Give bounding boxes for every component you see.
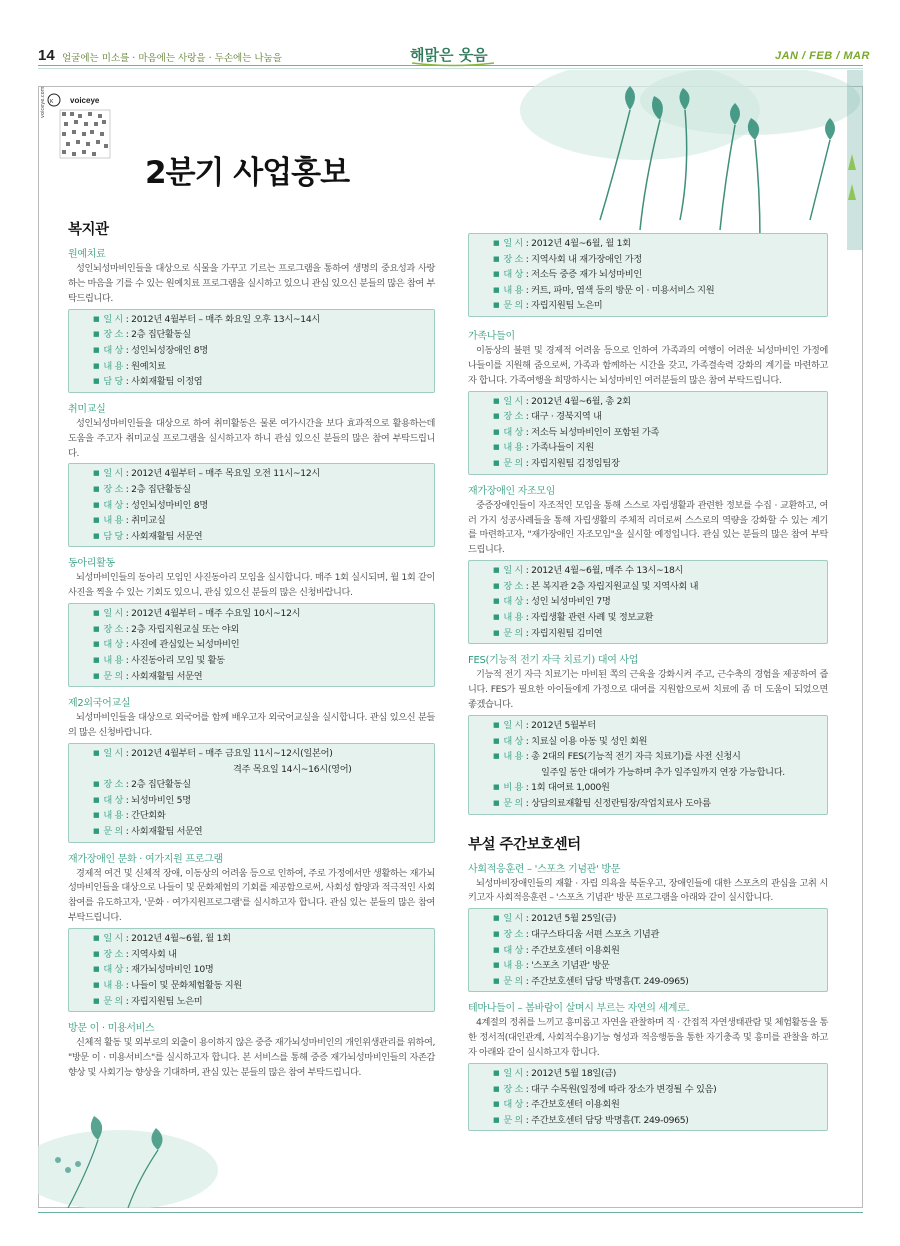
info-row: ■ 장 소 : 2층 자립지원교실 또는 야외 bbox=[93, 623, 239, 635]
info-row: ■ 문 의 : 자립지원팀 김미연 bbox=[493, 627, 603, 639]
square-bullet-icon: ■ bbox=[93, 609, 100, 618]
square-bullet-icon: ■ bbox=[93, 469, 100, 478]
program-info-box bbox=[68, 463, 435, 547]
program-title: 재가장애인 자조모임 bbox=[468, 485, 556, 497]
info-row: ■ 문 의 : 사회재활팀 서문연 bbox=[93, 825, 203, 837]
square-bullet-icon: ■ bbox=[493, 720, 500, 729]
program-title: 방문 이 · 미용서비스 bbox=[68, 1023, 155, 1035]
info-value: 저소득 중증 재가 뇌성마비인 bbox=[531, 269, 642, 281]
daycare-section bbox=[468, 833, 828, 1132]
info-row: ■ 장 소 : 2층 집단활동실 bbox=[93, 329, 191, 341]
square-bullet-icon: ■ bbox=[493, 254, 500, 263]
info-row: ■ 일 시 : 2012년 4월부터 – 매주 목요일 오전 11시~12시 bbox=[93, 468, 320, 480]
info-row: ■ 문 의 : 자립지원팀 김정임팀장 bbox=[493, 458, 620, 470]
info-value: 치료실 이용 아동 및 성인 회원 bbox=[531, 735, 648, 747]
info-key: 장 소 bbox=[503, 411, 524, 423]
square-bullet-icon: ■ bbox=[493, 1069, 500, 1078]
info-row: ■ 일 시 : 2012년 4월~6월, 총 2회 bbox=[493, 395, 631, 407]
info-value: 2층 자립지원교실 또는 야외 bbox=[131, 623, 239, 635]
info-key: 담 당 bbox=[103, 530, 124, 542]
program-info-box bbox=[468, 391, 828, 475]
info-row: ■ 대 상 : 치료실 이용 아동 및 성인 회원 bbox=[493, 735, 648, 747]
info-row: ■ 문 의 : 상담의료재활팀 신정란팀장/작업치료사 도아름 bbox=[493, 797, 711, 809]
info-row: ■ 내 용 : 커트, 파마, 염색 등의 방문 이 · 미용서비스 지원 bbox=[493, 284, 715, 296]
square-bullet-icon: ■ bbox=[93, 500, 100, 509]
info-key: 내 용 bbox=[503, 751, 524, 763]
page-header bbox=[0, 0, 900, 80]
info-value: 자립지원팀 노은미 bbox=[531, 300, 603, 312]
info-row: ■ 장 소 : 2층 집단활동실 bbox=[93, 484, 191, 495]
program-info-box bbox=[468, 560, 828, 644]
info-key: 장 소 bbox=[503, 253, 524, 265]
info-key: 대 상 bbox=[103, 794, 124, 806]
info-key: 장 소 bbox=[503, 1083, 524, 1095]
info-value: 2012년 4월~6월, 월 1회 bbox=[531, 238, 631, 249]
square-bullet-icon: ■ bbox=[93, 655, 100, 664]
square-bullet-icon: ■ bbox=[93, 965, 100, 974]
svg-text:K: K bbox=[50, 99, 54, 105]
info-value: 대구스타디움 서편 스포츠 기념관 bbox=[531, 928, 660, 940]
info-key: 장 소 bbox=[103, 484, 124, 495]
info-key: 일 시 bbox=[503, 395, 524, 407]
square-bullet-icon: ■ bbox=[493, 301, 500, 310]
info-value: 저소득 뇌성마비인이 포함된 가족 bbox=[531, 426, 660, 438]
info-key: 내 용 bbox=[103, 515, 124, 527]
header-tagline: 얼굴에는 미소를 · 마음에는 사랑을 · 두손에는 나눔을 bbox=[62, 53, 282, 64]
program-fes-rental bbox=[468, 651, 828, 814]
info-key: 대 상 bbox=[503, 426, 524, 438]
info-value: 나들이 및 문화체험활동 지원 bbox=[131, 979, 242, 991]
info-key: 장 소 bbox=[103, 779, 124, 791]
info-key: 내 용 bbox=[503, 960, 524, 972]
info-key: 일 시 bbox=[103, 747, 124, 759]
bottom-leaf-illustration bbox=[38, 1080, 258, 1208]
square-bullet-icon: ■ bbox=[93, 624, 100, 633]
info-key: 대 상 bbox=[503, 735, 524, 747]
info-key: 문 의 bbox=[503, 300, 524, 312]
info-value: 2층 집단활동실 bbox=[131, 779, 191, 791]
program-title: 원예치료 bbox=[68, 249, 106, 260]
program-info-box bbox=[468, 908, 828, 992]
voiceye-url: voiceye.com bbox=[40, 86, 46, 118]
square-bullet-icon: ■ bbox=[493, 914, 500, 923]
info-value: 2층 집단활동실 bbox=[131, 329, 191, 341]
square-bullet-icon: ■ bbox=[93, 361, 100, 370]
info-row: ■ 담 당 : 사회재활팀 서문연 bbox=[93, 530, 203, 542]
info-value: 가족나들이 지원 bbox=[531, 442, 594, 454]
info-key: 대 상 bbox=[503, 1099, 524, 1111]
header-divider bbox=[38, 65, 863, 66]
section-title-welfare: 복지관 bbox=[68, 222, 109, 238]
square-bullet-icon: ■ bbox=[93, 780, 100, 789]
info-row: ■ 내 용 : 원예치료 bbox=[93, 360, 166, 372]
square-bullet-icon: ■ bbox=[93, 485, 100, 493]
info-value: 간단회화 bbox=[131, 810, 166, 822]
info-key: 대 상 bbox=[103, 499, 124, 511]
square-bullet-icon: ■ bbox=[493, 783, 500, 792]
info-value: 2층 집단활동실 bbox=[131, 484, 191, 495]
info-row: ■ 장 소 : 대구 · 경북지역 내 bbox=[493, 411, 602, 423]
program-sports-museum-visit bbox=[468, 860, 828, 993]
info-value: 성인뇌성마비인 8명 bbox=[131, 499, 208, 511]
program-description: 뇌성마비인들을 대상으로 외국어를 함께 배우고자 외국어교실을 실시합니다. 관심 있으신 분들의 많은 신청바랍니다. bbox=[68, 712, 435, 739]
info-row: ■ 대 상 : 성인뇌성마비인 8명 bbox=[93, 499, 208, 511]
info-row: ■ 내 용 : 가족나들이 지원 bbox=[493, 442, 594, 454]
info-key: 일 시 bbox=[503, 719, 524, 731]
info-row: ■ 장 소 : 본 복지관 2층 자립지원교실 및 지역사회 내 bbox=[493, 580, 699, 592]
info-row: ■ 일 시 : 2012년 5월부터 bbox=[493, 719, 596, 731]
program-theme-outing bbox=[468, 999, 828, 1131]
program-info-box bbox=[68, 309, 435, 393]
info-row: ■ 문 의 : 사회재활팀 서문연 bbox=[93, 670, 203, 682]
info-value: 주간보호센터 담당 박명흠(T. 249-0965) bbox=[531, 975, 689, 987]
info-value: 대구 · 경북지역 내 bbox=[531, 411, 602, 423]
program-home-beauty-service bbox=[68, 1019, 435, 1081]
program-description: 신체적 활동 및 외부로의 외출이 용이하지 않은 중증 재가뇌성마비인의 개인위생관리를 위하여, "방문 이 · 미용서비스"를 실시하고자 합니다. 본 서비스를 통해 중증 재가뇌성마비인들의 자존감 향상 및 사회기능 향상을 기대하며, 관심 있는 분들의 많은 참여 부탁드립니다. bbox=[68, 1037, 435, 1078]
program-title: 테마나들이 – 봄바람이 살며시 부르는 자연의 세계로. bbox=[468, 1003, 690, 1015]
info-key: 내 용 bbox=[103, 979, 124, 991]
info-value: 2012년 4월부터 – 매주 금요일 11시~12시(일본어) bbox=[131, 747, 333, 759]
info-row: ■ 일 시 : 2012년 5월 18일(금) bbox=[493, 1068, 617, 1080]
program-culture-leisure bbox=[68, 850, 435, 1013]
info-row: ■ 일 시 : 2012년 4월~6월, 매주 수 13시~18시 bbox=[493, 565, 684, 577]
info-value: 취미교실 bbox=[131, 515, 166, 527]
square-bullet-icon: ■ bbox=[93, 826, 100, 835]
info-row: ■ 내 용 : 나들이 및 문화체험활동 지원 bbox=[93, 979, 242, 991]
info-key: 내 용 bbox=[503, 442, 524, 454]
square-bullet-icon: ■ bbox=[93, 671, 100, 680]
issue-months: JAN / FEB / MAR bbox=[775, 50, 870, 62]
info-row: ■ 장 소 : 지역사회 내 bbox=[93, 948, 177, 960]
magazine-logo-text: 해맑은 웃음 bbox=[410, 46, 488, 64]
info-row: ■ 대 상 : 저소득 뇌성마비인이 포함된 가족 bbox=[493, 426, 660, 438]
square-bullet-icon: ■ bbox=[493, 613, 500, 622]
info-row: ■ 일 시 : 2012년 4월부터 – 매주 금요일 11시~12시(일본어) bbox=[93, 747, 333, 759]
info-row: ■ 문 의 : 자립지원팀 노은미 bbox=[93, 995, 203, 1007]
square-bullet-icon: ■ bbox=[93, 516, 100, 525]
info-value: 주간보호센터 담당 박명흠(T. 249-0965) bbox=[531, 1114, 689, 1126]
program-foreign-language bbox=[68, 694, 435, 842]
square-bullet-icon: ■ bbox=[493, 239, 500, 247]
program-info-box bbox=[68, 928, 435, 1012]
square-bullet-icon: ■ bbox=[93, 934, 100, 943]
info-row: ■ 대 상 : 주간보호센터 이용회원 bbox=[493, 1099, 620, 1111]
info-key: 내 용 bbox=[103, 810, 124, 822]
program-description: 뇌성마비인들의 동아리 모임인 사진동아리 모임을 실시합니다. 매주 1회 실시되며, 월 1회 같이 사진을 찍을 수 있는 기회도 있으니, 관심 있으신 분들의 많은 신청바랍니다. bbox=[68, 572, 435, 599]
flower-illustration bbox=[520, 70, 863, 250]
info-key: 문 의 bbox=[503, 1114, 524, 1126]
square-bullet-icon: ■ bbox=[93, 640, 100, 649]
info-row: ■ 대 상 : 저소득 중증 재가 뇌성마비인 bbox=[493, 269, 642, 281]
info-value: 성인 뇌성마비인 7명 bbox=[531, 596, 611, 608]
square-bullet-icon: ■ bbox=[93, 748, 100, 757]
info-row: ■ 비 용 : 1회 대여료 1,000원 bbox=[493, 782, 610, 794]
program-title: 사회적응훈련 – '스포츠 기념관' 방문 bbox=[468, 863, 621, 875]
info-value: 사진동아리 모임 및 활동 bbox=[131, 654, 225, 666]
info-row: ■ 내 용 : 사진동아리 모임 및 활동 bbox=[93, 654, 225, 666]
info-key: 대 상 bbox=[503, 944, 524, 956]
info-key: 내 용 bbox=[503, 284, 524, 296]
info-value: 사진에 관심있는 뇌성마비인 bbox=[131, 639, 240, 651]
square-bullet-icon: ■ bbox=[493, 1115, 500, 1124]
info-row: ■ 문 의 : 자립지원팀 노은미 bbox=[493, 300, 603, 312]
square-bullet-icon: ■ bbox=[493, 1100, 500, 1109]
info-value: 상담의료재활팀 신정란팀장/작업치료사 도아름 bbox=[531, 797, 711, 809]
info-value: 2012년 4월~6월, 매주 수 13시~18시 bbox=[531, 565, 684, 577]
program-info-box bbox=[468, 1063, 828, 1131]
square-bullet-icon: ■ bbox=[493, 566, 500, 575]
info-row: ■ 담 당 : 사회재활팀 이정엽 bbox=[93, 376, 203, 388]
program-info-box bbox=[468, 715, 828, 815]
info-key: 일 시 bbox=[503, 238, 524, 249]
info-value: 2012년 4월~6월, 총 2회 bbox=[531, 395, 631, 407]
program-info-box bbox=[68, 743, 435, 843]
info-key: 비 용 bbox=[503, 782, 524, 794]
info-row: ■ 장 소 : 2층 집단활동실 bbox=[93, 779, 191, 791]
square-bullet-icon: ■ bbox=[493, 929, 500, 938]
square-bullet-icon: ■ bbox=[493, 597, 500, 606]
info-key: 장 소 bbox=[503, 580, 524, 592]
info-row: ■ 대 상 : 사진에 관심있는 뇌성마비인 bbox=[93, 639, 240, 651]
info-row: ■ 대 상 : 주간보호센터 이용회원 bbox=[493, 944, 620, 956]
program-info-box bbox=[68, 603, 435, 687]
info-key: 일 시 bbox=[103, 608, 124, 620]
info-key: 장 소 bbox=[503, 928, 524, 940]
program-club-activity bbox=[68, 554, 435, 687]
footer-divider bbox=[38, 1212, 863, 1213]
info-value: 주간보호센터 이용회원 bbox=[531, 944, 620, 956]
info-value: 대구 수목원(일정에 따라 장소가 변경될 수 있음) bbox=[531, 1083, 717, 1095]
program-self-help-group bbox=[468, 482, 828, 645]
square-bullet-icon: ■ bbox=[93, 314, 100, 323]
square-bullet-icon: ■ bbox=[493, 427, 500, 436]
info-key: 장 소 bbox=[103, 623, 124, 635]
info-row: ■ 대 상 : 성인뇌성장애인 8명 bbox=[93, 344, 208, 356]
square-bullet-icon: ■ bbox=[493, 798, 500, 807]
info-value: 재가뇌성마비인 10명 bbox=[131, 964, 214, 976]
square-bullet-icon: ■ bbox=[93, 377, 100, 386]
info-key: 대 상 bbox=[103, 964, 124, 976]
info-key: 문 의 bbox=[103, 670, 124, 682]
info-value: 뇌성마비인 5명 bbox=[131, 794, 191, 806]
info-row: ■ 대 상 : 재가뇌성마비인 10명 bbox=[93, 964, 214, 976]
info-value: 자립지원팀 노은미 bbox=[131, 995, 203, 1007]
info-key: 내 용 bbox=[103, 360, 124, 372]
square-bullet-icon: ■ bbox=[493, 1084, 500, 1093]
square-bullet-icon: ■ bbox=[493, 459, 500, 468]
magazine-logo bbox=[408, 36, 498, 68]
page-title: 2분기 사업홍보 bbox=[145, 155, 350, 191]
program-description: 이동상의 불편 및 경제적 어려움 등으로 인하여 가족과의 여행이 어려운 뇌성마비인 가정에 나들이를 지원해 줌으로써, 가족과 함께하는 시간을 갖고, 가족결속력 강화의 계기를 마련하고자 합니다. 가족여행을 희망하시는 뇌성마비인 여러분들의 많은 참여 부탁드립니다. bbox=[468, 344, 828, 386]
program-hobby-class bbox=[68, 400, 435, 548]
square-bullet-icon: ■ bbox=[93, 949, 100, 958]
info-value: 본 복지관 2층 자립지원교실 및 지역사회 내 bbox=[531, 580, 699, 592]
info-row: ■ 일 시 : 2012년 5월 25일(금) bbox=[493, 913, 617, 925]
info-value: 자립지원팀 김정임팀장 bbox=[531, 458, 620, 470]
info-row: ■ 일 시 : 2012년 4월부터 – 매주 화요일 오후 13시~14시 bbox=[93, 313, 320, 325]
info-key: 문 의 bbox=[503, 975, 524, 987]
info-value: 2012년 5월부터 bbox=[531, 719, 596, 731]
info-row: ■ 내 용 : 총 2대의 FES(기능적 전기 자극 치료기)를 사전 신청시 bbox=[493, 751, 741, 763]
page-number: 14 bbox=[38, 47, 55, 64]
info-row: ■ 대 상 : 성인 뇌성마비인 7명 bbox=[493, 596, 611, 608]
program-description: 기능적 전기 자극 치료기는 마비된 쪽의 근육을 강화시켜 주고, 근수축의 경험을 제공하여 줍니다. FES가 필요한 아이들에게 가정으로 대여를 지원함으로써 치료에 좀 더 도움이 되었으면 좋겠습니다. bbox=[468, 669, 828, 711]
info-value: 주간보호센터 이용회원 bbox=[531, 1099, 620, 1111]
square-bullet-icon: ■ bbox=[93, 345, 100, 354]
info-row-continued: 격주 목요일 14시~16시(영어) bbox=[233, 763, 352, 775]
info-value: 총 2대의 FES(기능적 전기 자극 치료기)를 사전 신청시 bbox=[531, 751, 741, 763]
program-description: 중증장애인들이 자조적인 모임을 통해 스스로 자립생활과 관련한 정보를 수집 · 교환하고, 여러 가지 성공사례들을 통해 자립생활의 주체적 리더로써 스스로의 역량을 강화할 수 있는 계기를 마련하고자, "재가장애인 자조모임"을 실시할 예정입니다. 관심 있는 분들의 많은 참여 부탁드립니다. bbox=[468, 499, 828, 556]
program-description: 성인뇌성마비인들을 대상으로 식물을 가꾸고 기르는 프로그램을 통하여 생명의 중요성과 사랑하는 마음을 기를 수 있는 원예치료 프로그램을 실시하고 있으니 관심 있으신 분들의 많은 참여 부탁드립니다. bbox=[68, 263, 435, 304]
square-bullet-icon: ■ bbox=[493, 945, 500, 954]
program-horticulture bbox=[68, 245, 435, 393]
info-key: 장 소 bbox=[103, 948, 124, 960]
program-title: 가족나들이 bbox=[468, 330, 515, 342]
info-row: ■ 일 시 : 2012년 4월~6월, 월 1회 bbox=[493, 238, 631, 249]
square-bullet-icon: ■ bbox=[493, 396, 500, 405]
info-value: 2012년 5월 25일(금) bbox=[531, 913, 617, 925]
square-bullet-icon: ■ bbox=[93, 996, 100, 1005]
info-key: 대 상 bbox=[503, 596, 524, 608]
info-key: 대 상 bbox=[103, 344, 124, 356]
square-bullet-icon: ■ bbox=[93, 811, 100, 820]
info-value: 지역사회 내 bbox=[131, 948, 177, 960]
info-value: 사회재활팀 서문연 bbox=[131, 825, 203, 837]
right-column bbox=[468, 233, 828, 1138]
info-key: 문 의 bbox=[103, 995, 124, 1007]
info-row: ■ 내 용 : '스포츠 기념관' 방문 bbox=[493, 960, 610, 972]
square-bullet-icon: ■ bbox=[93, 531, 100, 540]
program-title: 동아리활동 bbox=[68, 558, 115, 570]
info-key: 담 당 bbox=[103, 376, 124, 388]
header-divider-light bbox=[38, 68, 863, 69]
info-value: 원예치료 bbox=[131, 360, 166, 372]
info-value: 지역사회 내 재가장애인 가정 bbox=[531, 253, 642, 265]
info-key: 일 시 bbox=[103, 468, 124, 480]
square-bullet-icon: ■ bbox=[93, 795, 100, 804]
info-value: 2012년 4월부터 – 매주 화요일 오후 13시~14시 bbox=[131, 313, 320, 325]
info-value: 자립지원팀 김미연 bbox=[531, 627, 603, 639]
info-row: ■ 문 의 : 주간보호센터 담당 박명흠(T. 249-0965) bbox=[493, 975, 689, 987]
section-title-daycare: 부설 주간보호센터 bbox=[468, 836, 581, 853]
info-value: 사회재활팀 서문연 bbox=[131, 670, 203, 682]
info-row: ■ 일 시 : 2012년 4월부터 – 매주 수요일 10시~12시 bbox=[93, 608, 301, 620]
info-row: ■ 일 시 : 2012년 4월~6월, 월 1회 bbox=[93, 933, 231, 945]
voiceye-brand: voiceye bbox=[70, 96, 100, 105]
info-key: 일 시 bbox=[103, 933, 124, 945]
square-bullet-icon: ■ bbox=[493, 412, 500, 421]
info-row: ■ 내 용 : 취미교실 bbox=[93, 515, 166, 527]
square-bullet-icon: ■ bbox=[493, 581, 500, 590]
info-row: ■ 장 소 : 대구스타디움 서편 스포츠 기념관 bbox=[493, 928, 660, 940]
square-bullet-icon: ■ bbox=[493, 270, 500, 279]
info-value: 2012년 4월부터 – 매주 수요일 10시~12시 bbox=[131, 608, 301, 620]
square-bullet-icon: ■ bbox=[493, 285, 500, 294]
info-row-continued: 일주일 동안 대여가 가능하며 추가 일주일까지 연장 가능합니다. bbox=[541, 766, 785, 778]
info-row: ■ 내 용 : 자립생활 관련 사례 및 정보교환 bbox=[493, 612, 654, 624]
square-bullet-icon: ■ bbox=[493, 443, 500, 452]
info-value: 2012년 5월 18일(금) bbox=[531, 1068, 617, 1080]
program-description: 성인뇌성마비인들을 대상으로 하여 취미활동은 물론 여가시간을 보다 효과적으로 활용하는데 도움을 주고자 취미교실 프로그램을 실시하고자 하니 관심 있으신 분들의 많은 참여 부탁드립니다. bbox=[68, 417, 435, 459]
info-key: 장 소 bbox=[103, 329, 124, 341]
info-row: ■ 대 상 : 뇌성마비인 5명 bbox=[93, 794, 191, 806]
info-key: 문 의 bbox=[503, 627, 524, 639]
info-row: ■ 문 의 : 주간보호센터 담당 박명흠(T. 249-0965) bbox=[493, 1114, 689, 1126]
program-description: 뇌성마비장애인들의 재활 · 자립 의욕을 북돋우고, 장애인들에 대한 스포츠의 관심을 고취 시키고자 사회적응훈련 – '스포츠 기념관' 방문 프로그램을 아래와 같이 실시합니다. bbox=[468, 877, 828, 904]
info-value: 커트, 파마, 염색 등의 방문 이 · 미용서비스 지원 bbox=[531, 284, 715, 296]
info-key: 대 상 bbox=[503, 269, 524, 281]
info-row: ■ 내 용 : 간단회화 bbox=[93, 810, 166, 822]
info-row: ■ 장 소 : 지역사회 내 재가장애인 가정 bbox=[493, 253, 642, 265]
info-key: 일 시 bbox=[103, 313, 124, 325]
info-value: '스포츠 기념관' 방문 bbox=[531, 960, 610, 972]
program-title: 재가장애인 문화 · 여가지원 프로그램 bbox=[68, 853, 223, 865]
left-column bbox=[68, 218, 435, 1088]
program-info-box bbox=[468, 233, 828, 317]
info-value: 사회재활팀 이정엽 bbox=[131, 376, 203, 388]
square-bullet-icon: ■ bbox=[493, 628, 500, 637]
info-value: 1회 대여료 1,000원 bbox=[531, 782, 610, 794]
program-description: 4계절의 정취를 느끼고 흥미롭고 자연을 관찰하며 직 · 간접적 자연생태관람 및 체험활동을 통한 정서적(대인관계, 사회적수용)기능 형성과 적응행동을 통한 자기충족 및 흥미를 관찰을 하고자 아래와 같이 실시하고자 합니다. bbox=[468, 1017, 828, 1059]
info-key: 일 시 bbox=[503, 565, 524, 577]
info-key: 일 시 bbox=[503, 1068, 524, 1080]
info-key: 대 상 bbox=[103, 639, 124, 651]
square-bullet-icon: ■ bbox=[493, 736, 500, 745]
info-row: ■ 장 소 : 대구 수목원(일정에 따라 장소가 변경될 수 있음) bbox=[493, 1083, 717, 1095]
info-key: 내 용 bbox=[103, 654, 124, 666]
info-key: 내 용 bbox=[503, 612, 524, 624]
info-value: 2012년 4월~6월, 월 1회 bbox=[131, 933, 231, 945]
program-title: 취미교실 bbox=[68, 403, 106, 415]
program-description: 경제적 여건 및 신체적 장애, 이동상의 어려움 등으로 인하여, 주로 가정에서만 생활하는 재가뇌성마비인들을 대상으로 나들이 및 문화체험의 기회를 제공함으로써, 사회성 함양과 적극적인 사회참여를 유도하고자, '문화 · 여가지원프로그램'를 실시하고자 합니다. 관심 있는 분들의 많은 참여 부탁드립니다. bbox=[68, 867, 435, 924]
square-bullet-icon: ■ bbox=[493, 976, 500, 985]
square-bullet-icon: ■ bbox=[493, 752, 500, 761]
info-key: 문 의 bbox=[503, 458, 524, 470]
info-value: 사회재활팀 서문연 bbox=[131, 530, 203, 542]
square-bullet-icon: ■ bbox=[93, 330, 100, 339]
info-value: 자립생활 관련 사례 및 정보교환 bbox=[531, 612, 654, 624]
square-bullet-icon: ■ bbox=[493, 961, 500, 970]
program-title: FES(기능적 전기 자극 치료기) 대여 사업 bbox=[468, 655, 639, 667]
info-key: 문 의 bbox=[103, 825, 124, 837]
info-value: 성인뇌성장애인 8명 bbox=[131, 344, 208, 356]
info-key: 일 시 bbox=[503, 913, 524, 925]
info-value: 2012년 4월부터 – 매주 목요일 오전 11시~12시 bbox=[131, 468, 320, 480]
info-key: 문 의 bbox=[503, 797, 524, 809]
square-bullet-icon: ■ bbox=[93, 980, 100, 989]
program-family-outing bbox=[468, 327, 828, 475]
program-title: 제2외국어교실 bbox=[68, 698, 131, 710]
